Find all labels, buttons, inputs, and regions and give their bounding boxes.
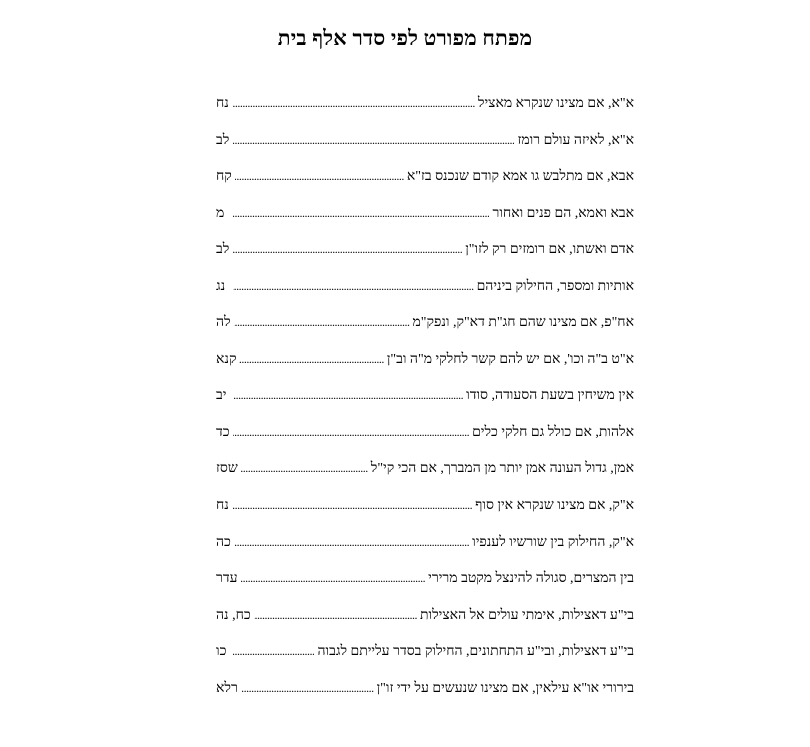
index-entry [216, 133, 634, 164]
index-entry [216, 206, 634, 237]
entry-text: אלהות, אם כולל גם חלקי כלים [472, 424, 634, 440]
entry-page-number: יב [216, 388, 227, 404]
dot-leader [241, 461, 368, 476]
dot-leader [241, 571, 426, 586]
index-entry [216, 644, 634, 675]
dot-leader [234, 535, 469, 550]
dot-leader [233, 425, 469, 440]
entry-page-number: קנא [216, 351, 237, 367]
entry-text: א"א, לאיזה עולם רומז [517, 132, 634, 148]
entry-page-number: כה [216, 534, 231, 550]
index-entry [216, 498, 634, 529]
dot-leader [233, 279, 474, 294]
entry-page-number: עדר [216, 571, 238, 587]
dot-leader [233, 388, 463, 403]
dot-leader [233, 644, 314, 659]
index-entry [216, 352, 634, 383]
dot-leader [254, 608, 417, 623]
entry-text: בי"ע דאצילות, אימתי עולים אל האצילות [420, 607, 634, 623]
index-entry [216, 608, 634, 639]
entry-page-number: רלא [216, 680, 238, 696]
index-entry [216, 425, 634, 456]
dot-leader [233, 96, 475, 111]
entry-page-number: כד [216, 424, 230, 440]
entry-text: אמן, גדול העונה אמן יותר מן המברך, אם הכי קי"ל [370, 461, 634, 477]
entry-page-number: כו [216, 644, 227, 660]
entry-text: אבא ואמא, הם פנים ואחור [492, 205, 634, 221]
dot-leader [234, 315, 410, 330]
dot-leader [241, 681, 374, 696]
dot-leader [233, 242, 462, 257]
entry-page-number: לה [216, 315, 231, 331]
dot-leader [233, 133, 514, 148]
entry-text: בין המצרים, סגולה להינצל מקטב מרירי [428, 571, 634, 587]
entry-text: א"ק, אם מצינו שנקרא אין סוף [475, 498, 634, 514]
index-entry [216, 242, 634, 273]
entry-text: אותיות ומספר, החילוק ביניהם [476, 278, 634, 294]
entry-text: א"ט ב"ה וכו', אם יש להם קשר לחלקי מ"ה וב"ן [386, 351, 634, 367]
index-entry [216, 96, 634, 127]
index-entry [216, 571, 634, 602]
entry-text: אח"פ, אם מצינו שהם חג"ת דא"ק, ונפק"מ [412, 315, 634, 331]
index-entry [216, 169, 634, 200]
index-entry [216, 681, 634, 712]
entry-text: אבא, אם מתלבש גו אמא קודם שנכנס בז"א [406, 169, 634, 185]
entry-page-number: נח [216, 498, 229, 514]
dot-leader [235, 169, 404, 184]
entry-page-number: מ [216, 205, 225, 221]
entry-text: אין משיחין בשעת הסעודה, סודו [466, 388, 634, 404]
entry-text: בי"ע דאצילות, ובי"ע התחתונים, החילוק בסדר עלייתם לגבוה [317, 644, 634, 660]
index-entry [216, 461, 634, 492]
entry-page-number: קח [216, 169, 232, 185]
index-entry [216, 279, 634, 310]
entry-page-number: לב [216, 242, 230, 258]
entry-page-number: נח [216, 96, 229, 111]
dot-leader [239, 352, 383, 367]
entry-page-number: לב [216, 132, 230, 148]
index-list [216, 96, 634, 717]
dot-leader [233, 206, 489, 221]
entry-page-number: נג [216, 278, 226, 294]
dot-leader [233, 498, 472, 513]
entry-text: א"ק, החילוק בין שורשיו לענפיו [472, 534, 634, 550]
page-title: מפתח מפורט לפי סדר אלף בית [277, 26, 533, 50]
entry-page-number: כח, נה [216, 607, 251, 623]
index-entry [216, 535, 634, 566]
entry-text: אדם ואשתו, אם רומזים רק לזו"ן [465, 242, 634, 258]
entry-text: בירורי או"א עילאין, אם מצינו שנעשים על ידי זו"ן [376, 680, 634, 696]
index-entry [216, 315, 634, 346]
entry-page-number: שסז [216, 461, 238, 477]
index-entry [216, 388, 634, 419]
entry-text: א"א, אם מצינו שנקרא מאציל [477, 96, 634, 111]
